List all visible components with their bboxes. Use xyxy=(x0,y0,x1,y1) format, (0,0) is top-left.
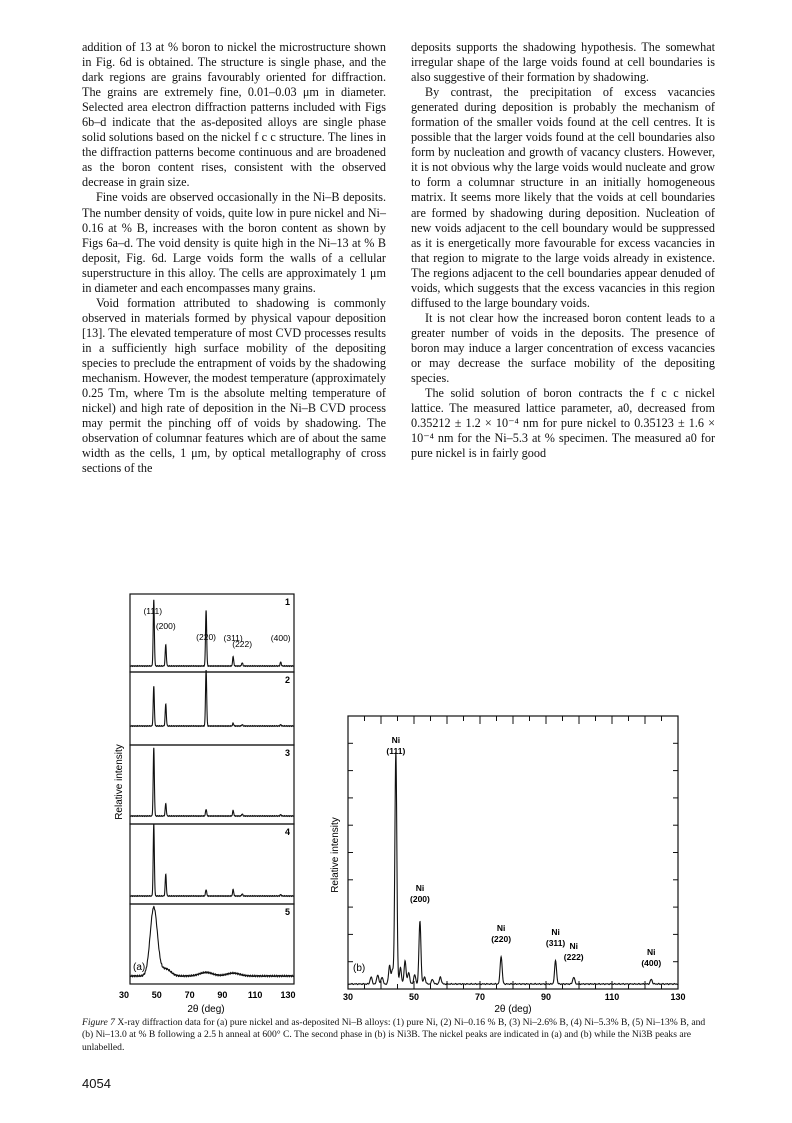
panel-b-y-axis-label: Relative intensity xyxy=(330,817,341,893)
xrd-chart-panel-a xyxy=(100,592,310,1016)
x-tick-label: 130 xyxy=(670,992,686,1002)
panel-a-x-ticks xyxy=(119,990,296,1000)
panel-b-x-axis-label: 2θ (deg) xyxy=(494,1004,532,1015)
peak-label-311: (311) xyxy=(223,633,243,643)
x-tick-label: 70 xyxy=(184,990,195,1000)
x-tick-label: 70 xyxy=(474,992,486,1002)
x-tick-label: 130 xyxy=(280,990,296,1000)
x-tick-label: 50 xyxy=(408,992,420,1002)
caption-label: Figure 7 xyxy=(82,1017,115,1028)
panel-a-x-axis-label: 2θ (deg) xyxy=(187,1004,225,1015)
page-number: 4054 xyxy=(82,1076,111,1091)
peak-label-ni-311: Ni (311) xyxy=(545,927,566,948)
peak-label-400: (400) xyxy=(270,633,291,643)
peak-label-ni-111: Ni (111) xyxy=(386,735,406,756)
x-tick-label: 30 xyxy=(118,990,130,1000)
diffraction-trace-5 xyxy=(130,907,294,977)
paragraph: deposits supports the shadowing hypothesis. The somewhat irregular shape of the large voids found at cell boundaries is also suggestive of their formation by shadowing. xyxy=(411,40,715,85)
x-tick-label: 30 xyxy=(342,992,354,1002)
series-label-5: 5 xyxy=(284,907,290,917)
panel-a-label: (a) xyxy=(133,962,146,973)
panel-a-series-labels xyxy=(285,597,290,917)
left-text-column xyxy=(82,40,386,476)
paragraph: By contrast, the precipitation of excess vacancies generated during deposition is probably the mechanism of formation of the smaller voids found at the cell centres. It is possible that the larger voids found at the cell boundaries also form by nucleation and growth of vacancy clusters. However, it is not obvious why the large voids would nucleate and grow to form a columnar structure in an initially homogeneous matrix. It seems more likely that the voids at cell boundaries are formed by shadowing during deposition. Nucleation of new voids adjacent to the cell boundary would be suppressed as it is energetically more favourable for excess vacancies in that region to migrate to the large voids already in existence. The regions adjacent to the cell boundaries appear denuded of voids, which suggests that the excess vacancies in this region diffused to the large boundary voids. xyxy=(411,85,715,310)
peak-label-ni-200: Ni (200) xyxy=(410,883,430,904)
panel-a-y-axis-label: Relative intensity xyxy=(114,744,125,820)
x-tick-label: 50 xyxy=(151,990,162,1000)
peak-label-ni-222: Ni (222) xyxy=(563,941,584,962)
panel-b-traces xyxy=(348,752,678,985)
x-tick-label: 90 xyxy=(540,992,552,1002)
x-tick-label: 110 xyxy=(247,990,263,1000)
x-tick-label: 90 xyxy=(217,990,228,1000)
figure-caption xyxy=(82,1017,714,1054)
right-text-column xyxy=(411,40,715,461)
panel-b-peak-labels xyxy=(386,735,661,968)
series-label-1: 1 xyxy=(284,597,290,607)
panel-b-label: (b) xyxy=(353,963,366,974)
series-label-3: 3 xyxy=(284,748,290,758)
peak-label-ni-220: Ni (220) xyxy=(491,923,512,944)
panel-a-peak-labels xyxy=(143,606,290,649)
diffraction-trace-b xyxy=(348,752,678,985)
peak-label-ni-400: Ni (400) xyxy=(641,947,662,968)
peak-label-200: (200) xyxy=(155,621,176,631)
caption-text: X-ray diffraction data for (a) pure nickel and as-deposited Ni–B alloys: (1) pure Ni, (2) Ni–0.16 % B, (3) Ni–2.6% B, (4) Ni–5.3% B, (5) Ni–13% B, and (b) Ni–13.0 at % B following a 2.5 h anneal at 600° C. The second phase in (b) is Ni3B. The nickel peaks are indicated in (a) and (b) while the Ni3B peaks are unlabelled. xyxy=(82,1017,706,1053)
diffraction-trace-3 xyxy=(130,748,294,817)
series-label-2: 2 xyxy=(284,675,290,685)
peak-label-111: (111) xyxy=(143,606,163,616)
paragraph: Void formation attributed to shadowing is commonly observed in materials formed by physical vapour deposition [13]. The elevated temperature of most CVD processes results in a sufficiently high surface mobility of the depositing species to preclude the entrapment of voids by the shadowing mechanism. However, the modest temperature (approximately 0.25 Tm, where Tm is the absolute melting temperature of nickel) and high rate of deposition in the Ni–B CVD process may permit the pinching off of voids by shadowing. The observation of columnar features which are of about the same width as the cells, 1 μm, by optical metallography of cross sections of the xyxy=(82,295,386,476)
peak-label-222: (222) xyxy=(232,639,253,649)
diffraction-trace-4 xyxy=(130,824,294,897)
panel-a-traces xyxy=(130,600,294,977)
xrd-chart-panel-b xyxy=(318,705,696,1016)
panel-a-frame-5 xyxy=(130,904,294,984)
paragraph: It is not clear how the increased boron content leads to a greater number of voids in the deposits. The presence of boron may induce a larger concentration of excess vacancies or may decrease the surface mobility of the depositing species. xyxy=(411,310,715,386)
paragraph: Fine voids are observed occasionally in the Ni–B deposits. The number density of voids, quite low in pure nickel and Ni–0.16 at % B, increases with the boron content as shown by Figs 6a–d. The void density is quite high in the Ni–13 at % B deposit, Fig. 6d. Large voids form the walls of a cellular superstructure in this alloy. The cells are approximately 1 μm in diameter and each encompasses many grains. xyxy=(82,190,386,295)
peak-label-220: (220) xyxy=(196,632,217,642)
series-label-4: 4 xyxy=(284,827,290,837)
x-tick-label: 110 xyxy=(604,992,620,1002)
paragraph: The solid solution of boron contracts the f c c nickel lattice. The measured lattice parameter, a0, decreased from 0.35212 ± 1.2 × 10⁻⁴ nm for pure nickel to 0.35123 ± 1.6 × 10⁻⁴ nm for the Ni–5.3 at % specimen. The measured a0 for pure nickel is in fairly good xyxy=(411,386,715,461)
paragraph: addition of 13 at % boron to nickel the microstructure shown in Fig. 6d is obtained. The structure is single phase, and the dark regions are grains favourably oriented for diffraction. The grains are extremely fine, 0.01–0.03 μm in diameter. Selected area electron diffraction patterns included with Figs 6b–d indicate that the as-deposited alloys are single phase solid solutions based on the nickel f c c structure. The lines in the diffraction patterns become continuous and are broadened as the boron content rises, consistent with the observed decrease in grain size. xyxy=(82,40,386,190)
diffraction-trace-2 xyxy=(130,670,294,726)
